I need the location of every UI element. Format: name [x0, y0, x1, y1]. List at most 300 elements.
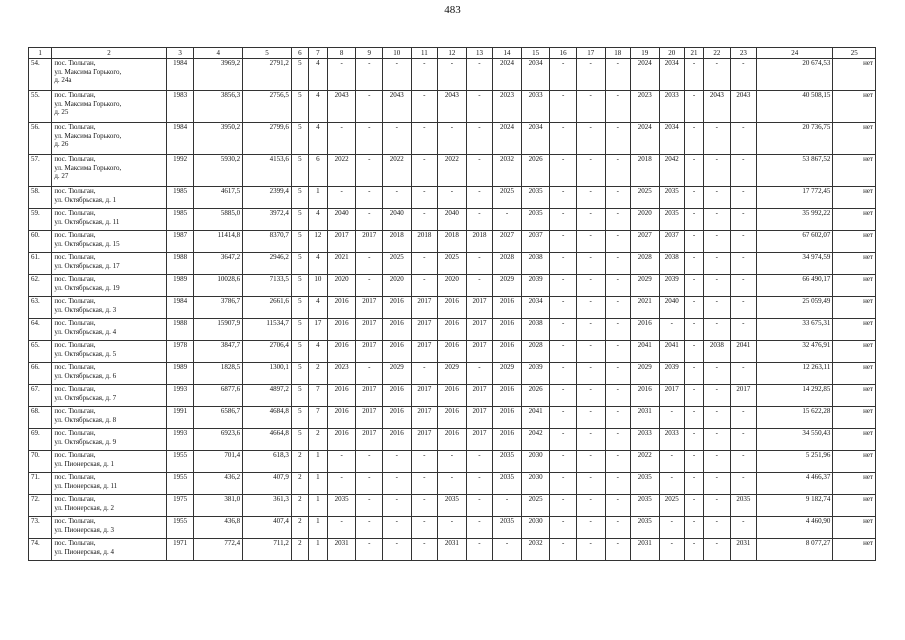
cell-c7: 1 — [308, 187, 327, 209]
address-line: д. 27 — [54, 172, 69, 181]
cell-c4: 3647,2 — [194, 253, 243, 275]
cell-c18: - — [605, 209, 630, 231]
cell-c24: 4 466,37 — [757, 473, 833, 495]
cell-c24: 53 867,52 — [757, 155, 833, 187]
cell-c7: 17 — [308, 319, 327, 341]
cell-c21: - — [685, 473, 704, 495]
cell-c7: 2 — [308, 429, 327, 451]
cell-c25: нет — [833, 59, 876, 91]
table-row — [29, 495, 876, 517]
cell-c23: - — [730, 473, 757, 495]
cell-c25: нет — [833, 275, 876, 297]
cell-c11: - — [411, 363, 438, 385]
cell-c4: 436,2 — [194, 473, 243, 495]
cell-c5: 2946,2 — [243, 253, 292, 275]
table-row — [29, 451, 876, 473]
cell-c5: 407,9 — [243, 473, 292, 495]
cell-c22: - — [704, 517, 731, 539]
cell-c13: - — [466, 187, 493, 209]
cell-c13: - — [466, 59, 493, 91]
cell-c17: - — [576, 59, 605, 91]
header-cell: 9 — [356, 48, 383, 59]
header-cell: 19 — [630, 48, 659, 59]
cell-c8: 2016 — [327, 429, 356, 451]
cell-c22: - — [704, 253, 731, 275]
cell-c4: 3856,3 — [194, 91, 243, 123]
cell-c9: - — [356, 155, 383, 187]
cell-c23: - — [730, 231, 757, 253]
cell-c4: 5885,0 — [194, 209, 243, 231]
cell-c20: 2033 — [659, 429, 684, 451]
address-line: пос. Тюльган, — [54, 473, 96, 481]
cell-c9: - — [356, 187, 383, 209]
cell-c4: 10028,6 — [194, 275, 243, 297]
cell-c5: 4153,6 — [243, 155, 292, 187]
cell-c16: - — [550, 231, 577, 253]
cell-c16: - — [550, 407, 577, 429]
cell-c24: 4 460,90 — [757, 517, 833, 539]
row-number-cell: 67. — [29, 385, 52, 407]
cell-c11: 2018 — [411, 231, 438, 253]
header-cell: 5 — [243, 48, 292, 59]
cell-c11: - — [411, 539, 438, 561]
cell-c19: 2016 — [630, 319, 659, 341]
address-cell — [52, 407, 166, 429]
cell-c15: 2034 — [521, 123, 550, 155]
cell-c20: 2042 — [659, 155, 684, 187]
table-row — [29, 539, 876, 561]
cell-c25: нет — [833, 385, 876, 407]
row-number-cell: 73. — [29, 517, 52, 539]
cell-c16: - — [550, 473, 577, 495]
cell-c8: 2031 — [327, 539, 356, 561]
row-number-cell: 64. — [29, 319, 52, 341]
cell-c15: 2026 — [521, 385, 550, 407]
cell-c21: - — [685, 297, 704, 319]
cell-c10: 2029 — [382, 363, 411, 385]
cell-c22: - — [704, 209, 731, 231]
cell-c5: 2661,6 — [243, 297, 292, 319]
table-row — [29, 429, 876, 451]
cell-c20: 2017 — [659, 385, 684, 407]
address-line: д. 24а — [54, 76, 72, 85]
cell-c11: - — [411, 123, 438, 155]
row-number-cell: 65. — [29, 341, 52, 363]
cell-c5: 711,2 — [243, 539, 292, 561]
cell-c6: 2 — [291, 517, 308, 539]
address-line: ул. Октябрьская, д. 8 — [54, 415, 117, 424]
cell-c6: 5 — [291, 155, 308, 187]
cell-c17: - — [576, 385, 605, 407]
address-line: ул. Максима Горького, — [54, 163, 122, 172]
cell-c13: - — [466, 91, 493, 123]
cell-c20: - — [659, 473, 684, 495]
address-cell — [52, 385, 166, 407]
header-cell: 10 — [382, 48, 411, 59]
cell-c5: 4684,8 — [243, 407, 292, 429]
table-row — [29, 385, 876, 407]
cell-c14: 2035 — [493, 473, 522, 495]
cell-c19: 2024 — [630, 59, 659, 91]
header-cell: 21 — [685, 48, 704, 59]
header-cell: 17 — [576, 48, 605, 59]
address-cell — [52, 275, 166, 297]
cell-c3: 1955 — [166, 473, 194, 495]
header-cell: 11 — [411, 48, 438, 59]
header-cell: 25 — [833, 48, 876, 59]
header-cell: 6 — [291, 48, 308, 59]
cell-c15: 2030 — [521, 473, 550, 495]
table-row — [29, 319, 876, 341]
cell-c4: 3950,2 — [194, 123, 243, 155]
header-cell: 24 — [757, 48, 833, 59]
cell-c24: 20 736,75 — [757, 123, 833, 155]
cell-c10: 2016 — [382, 385, 411, 407]
cell-c11: - — [411, 155, 438, 187]
cell-c5: 618,3 — [243, 451, 292, 473]
cell-c22: - — [704, 123, 731, 155]
cell-c20: 2035 — [659, 209, 684, 231]
cell-c23: - — [730, 253, 757, 275]
address-line: пос. Тюльган, — [54, 123, 96, 131]
cell-c16: - — [550, 297, 577, 319]
cell-c22: - — [704, 451, 731, 473]
cell-c3: 1989 — [166, 275, 194, 297]
cell-c18: - — [605, 407, 630, 429]
cell-c25: нет — [833, 155, 876, 187]
cell-c21: - — [685, 341, 704, 363]
cell-c13: - — [466, 253, 493, 275]
cell-c7: 4 — [308, 91, 327, 123]
address-line: пос. Тюльган, — [54, 231, 96, 239]
cell-c8: - — [327, 59, 356, 91]
cell-c19: 2035 — [630, 517, 659, 539]
cell-c14: 2035 — [493, 451, 522, 473]
cell-c10: - — [382, 473, 411, 495]
address-line: пос. Тюльган, — [54, 429, 96, 437]
cell-c20: - — [659, 539, 684, 561]
cell-c24: 32 476,91 — [757, 341, 833, 363]
cell-c21: - — [685, 209, 704, 231]
cell-c21: - — [685, 155, 704, 187]
cell-c14: 2016 — [493, 319, 522, 341]
cell-c21: - — [685, 451, 704, 473]
cell-c6: 5 — [291, 253, 308, 275]
cell-c9: - — [356, 517, 383, 539]
cell-c8: 2040 — [327, 209, 356, 231]
cell-c3: 1984 — [166, 123, 194, 155]
address-cell — [52, 209, 166, 231]
cell-c25: нет — [833, 319, 876, 341]
cell-c12: - — [438, 473, 467, 495]
cell-c7: 4 — [308, 59, 327, 91]
cell-c6: 5 — [291, 59, 308, 91]
cell-c8: 2021 — [327, 253, 356, 275]
cell-c3: 1993 — [166, 385, 194, 407]
table-row — [29, 209, 876, 231]
cell-c14: 2016 — [493, 297, 522, 319]
cell-c8: 2022 — [327, 155, 356, 187]
cell-c24: 15 622,28 — [757, 407, 833, 429]
cell-c12: 2043 — [438, 91, 467, 123]
cell-c18: - — [605, 275, 630, 297]
cell-c7: 1 — [308, 517, 327, 539]
cell-c4: 3969,2 — [194, 59, 243, 91]
row-number-cell: 58. — [29, 187, 52, 209]
cell-c11: - — [411, 517, 438, 539]
cell-c23: - — [730, 297, 757, 319]
row-number-cell: 60. — [29, 231, 52, 253]
cell-c25: нет — [833, 539, 876, 561]
address-line: ул. Октябрьская, д. 11 — [54, 217, 120, 226]
cell-c4: 436,8 — [194, 517, 243, 539]
cell-c25: нет — [833, 363, 876, 385]
cell-c10: - — [382, 123, 411, 155]
header-cell: 13 — [466, 48, 493, 59]
header-cell: 14 — [493, 48, 522, 59]
table-row — [29, 253, 876, 275]
cell-c4: 5930,2 — [194, 155, 243, 187]
cell-c19: 2022 — [630, 451, 659, 473]
cell-c15: 2042 — [521, 429, 550, 451]
cell-c8: 2043 — [327, 91, 356, 123]
cell-c19: 2025 — [630, 187, 659, 209]
cell-c17: - — [576, 155, 605, 187]
cell-c12: 2029 — [438, 363, 467, 385]
cell-c3: 1985 — [166, 187, 194, 209]
cell-c20: 2037 — [659, 231, 684, 253]
address-line: пос. Тюльган, — [54, 539, 96, 547]
address-line: пос. Тюльган, — [54, 385, 96, 393]
header-cell: 7 — [308, 48, 327, 59]
address-line: ул. Октябрьская, д. 7 — [54, 393, 117, 402]
cell-c21: - — [685, 59, 704, 91]
cell-c16: - — [550, 275, 577, 297]
cell-c16: - — [550, 155, 577, 187]
header-cell: 4 — [194, 48, 243, 59]
cell-c14: 2029 — [493, 363, 522, 385]
cell-c20: 2035 — [659, 187, 684, 209]
cell-c23: 2043 — [730, 91, 757, 123]
address-line: ул. Пионерская, д. 11 — [54, 481, 118, 490]
cell-c6: 5 — [291, 363, 308, 385]
cell-c6: 5 — [291, 385, 308, 407]
cell-c18: - — [605, 363, 630, 385]
header-cell: 18 — [605, 48, 630, 59]
cell-c15: 2041 — [521, 407, 550, 429]
cell-c17: - — [576, 539, 605, 561]
cell-c11: 2017 — [411, 407, 438, 429]
cell-c15: 2039 — [521, 363, 550, 385]
cell-c9: 2017 — [356, 297, 383, 319]
table-row — [29, 407, 876, 429]
cell-c3: 1978 — [166, 341, 194, 363]
cell-c23: - — [730, 59, 757, 91]
cell-c19: 2031 — [630, 407, 659, 429]
header-cell: 1 — [29, 48, 52, 59]
cell-c6: 5 — [291, 275, 308, 297]
table-row — [29, 59, 876, 91]
cell-c8: 2020 — [327, 275, 356, 297]
row-number-cell: 63. — [29, 297, 52, 319]
cell-c16: - — [550, 385, 577, 407]
table-row — [29, 517, 876, 539]
cell-c24: 12 263,11 — [757, 363, 833, 385]
cell-c16: - — [550, 59, 577, 91]
address-line: ул. Пионерская, д. 1 — [54, 459, 114, 468]
row-number-cell: 61. — [29, 253, 52, 275]
cell-c20: 2039 — [659, 363, 684, 385]
cell-c3: 1955 — [166, 517, 194, 539]
address-line: ул. Максима Горького, — [54, 99, 122, 108]
cell-c21: - — [685, 253, 704, 275]
cell-c23: - — [730, 429, 757, 451]
row-number-cell: 59. — [29, 209, 52, 231]
cell-c12: 2016 — [438, 341, 467, 363]
cell-c16: - — [550, 209, 577, 231]
cell-c22: - — [704, 297, 731, 319]
cell-c5: 1300,1 — [243, 363, 292, 385]
table-row — [29, 341, 876, 363]
cell-c10: 2016 — [382, 341, 411, 363]
table-row — [29, 155, 876, 187]
cell-c18: - — [605, 91, 630, 123]
cell-c12: 2016 — [438, 319, 467, 341]
cell-c10: 2025 — [382, 253, 411, 275]
cell-c23: - — [730, 275, 757, 297]
cell-c4: 6586,7 — [194, 407, 243, 429]
cell-c15: 2030 — [521, 451, 550, 473]
cell-c6: 5 — [291, 341, 308, 363]
header-cell: 2 — [52, 48, 166, 59]
cell-c8: 2016 — [327, 319, 356, 341]
address-cell — [52, 59, 166, 91]
cell-c12: - — [438, 123, 467, 155]
header-cell: 3 — [166, 48, 194, 59]
cell-c14: 2016 — [493, 341, 522, 363]
cell-c18: - — [605, 385, 630, 407]
cell-c19: 2031 — [630, 539, 659, 561]
cell-c9: - — [356, 59, 383, 91]
cell-c9: - — [356, 91, 383, 123]
cell-c23: - — [730, 407, 757, 429]
cell-c20: 2025 — [659, 495, 684, 517]
cell-c24: 35 992,22 — [757, 209, 833, 231]
address-cell — [52, 517, 166, 539]
cell-c25: нет — [833, 341, 876, 363]
cell-c12: - — [438, 517, 467, 539]
address-cell — [52, 473, 166, 495]
cell-c8: - — [327, 451, 356, 473]
cell-c22: - — [704, 539, 731, 561]
cell-c7: 2 — [308, 363, 327, 385]
cell-c22: - — [704, 473, 731, 495]
cell-c21: - — [685, 231, 704, 253]
cell-c24: 14 292,85 — [757, 385, 833, 407]
cell-c3: 1991 — [166, 407, 194, 429]
address-cell — [52, 495, 166, 517]
cell-c22: 2038 — [704, 341, 731, 363]
cell-c5: 2399,4 — [243, 187, 292, 209]
cell-c4: 1828,5 — [194, 363, 243, 385]
cell-c5: 11534,7 — [243, 319, 292, 341]
address-line: ул. Октябрьская, д. 15 — [54, 239, 120, 248]
cell-c15: 2033 — [521, 91, 550, 123]
cell-c7: 10 — [308, 275, 327, 297]
cell-c17: - — [576, 429, 605, 451]
cell-c15: 2028 — [521, 341, 550, 363]
cell-c12: 2040 — [438, 209, 467, 231]
cell-c22: - — [704, 155, 731, 187]
cell-c5: 361,3 — [243, 495, 292, 517]
cell-c11: - — [411, 209, 438, 231]
cell-c20: - — [659, 319, 684, 341]
address-line: пос. Тюльган, — [54, 451, 96, 459]
cell-c23: 2035 — [730, 495, 757, 517]
table-body — [29, 59, 876, 561]
cell-c14: 2024 — [493, 123, 522, 155]
address-line: пос. Тюльган, — [54, 155, 96, 163]
cell-c6: 5 — [291, 123, 308, 155]
cell-c14: - — [493, 209, 522, 231]
address-line: ул. Октябрьская, д. 17 — [54, 261, 120, 270]
cell-c6: 5 — [291, 297, 308, 319]
header-cell: 15 — [521, 48, 550, 59]
cell-c24: 34 974,59 — [757, 253, 833, 275]
cell-c8: 2016 — [327, 297, 356, 319]
cell-c16: - — [550, 91, 577, 123]
cell-c13: 2017 — [466, 341, 493, 363]
cell-c23: 2017 — [730, 385, 757, 407]
row-number-cell: 66. — [29, 363, 52, 385]
cell-c17: - — [576, 209, 605, 231]
cell-c15: 2038 — [521, 253, 550, 275]
address-cell — [52, 319, 166, 341]
cell-c6: 5 — [291, 187, 308, 209]
cell-c20: 2038 — [659, 253, 684, 275]
address-line: ул. Октябрьская, д. 1 — [54, 195, 117, 204]
address-line: пос. Тюльган, — [54, 363, 96, 371]
cell-c20: 2040 — [659, 297, 684, 319]
cell-c16: - — [550, 253, 577, 275]
address-line: пос. Тюльган, — [54, 91, 96, 99]
cell-c18: - — [605, 187, 630, 209]
cell-c14: 2029 — [493, 275, 522, 297]
cell-c15: 2032 — [521, 539, 550, 561]
cell-c3: 1984 — [166, 59, 194, 91]
cell-c15: 2038 — [521, 319, 550, 341]
table-header-row — [29, 48, 876, 59]
cell-c9: - — [356, 495, 383, 517]
address-line: пос. Тюльган, — [54, 407, 96, 415]
page-number: 483 — [444, 4, 461, 16]
cell-c15: 2035 — [521, 209, 550, 231]
cell-c8: 2016 — [327, 341, 356, 363]
cell-c8: - — [327, 187, 356, 209]
cell-c21: - — [685, 187, 704, 209]
address-line: ул. Октябрьская, д. 6 — [54, 371, 117, 380]
cell-c5: 2706,4 — [243, 341, 292, 363]
cell-c18: - — [605, 319, 630, 341]
cell-c17: - — [576, 297, 605, 319]
cell-c19: 2024 — [630, 123, 659, 155]
cell-c21: - — [685, 407, 704, 429]
cell-c22: - — [704, 275, 731, 297]
cell-c23: - — [730, 123, 757, 155]
cell-c19: 2035 — [630, 473, 659, 495]
cell-c9: 2017 — [356, 407, 383, 429]
address-cell — [52, 187, 166, 209]
